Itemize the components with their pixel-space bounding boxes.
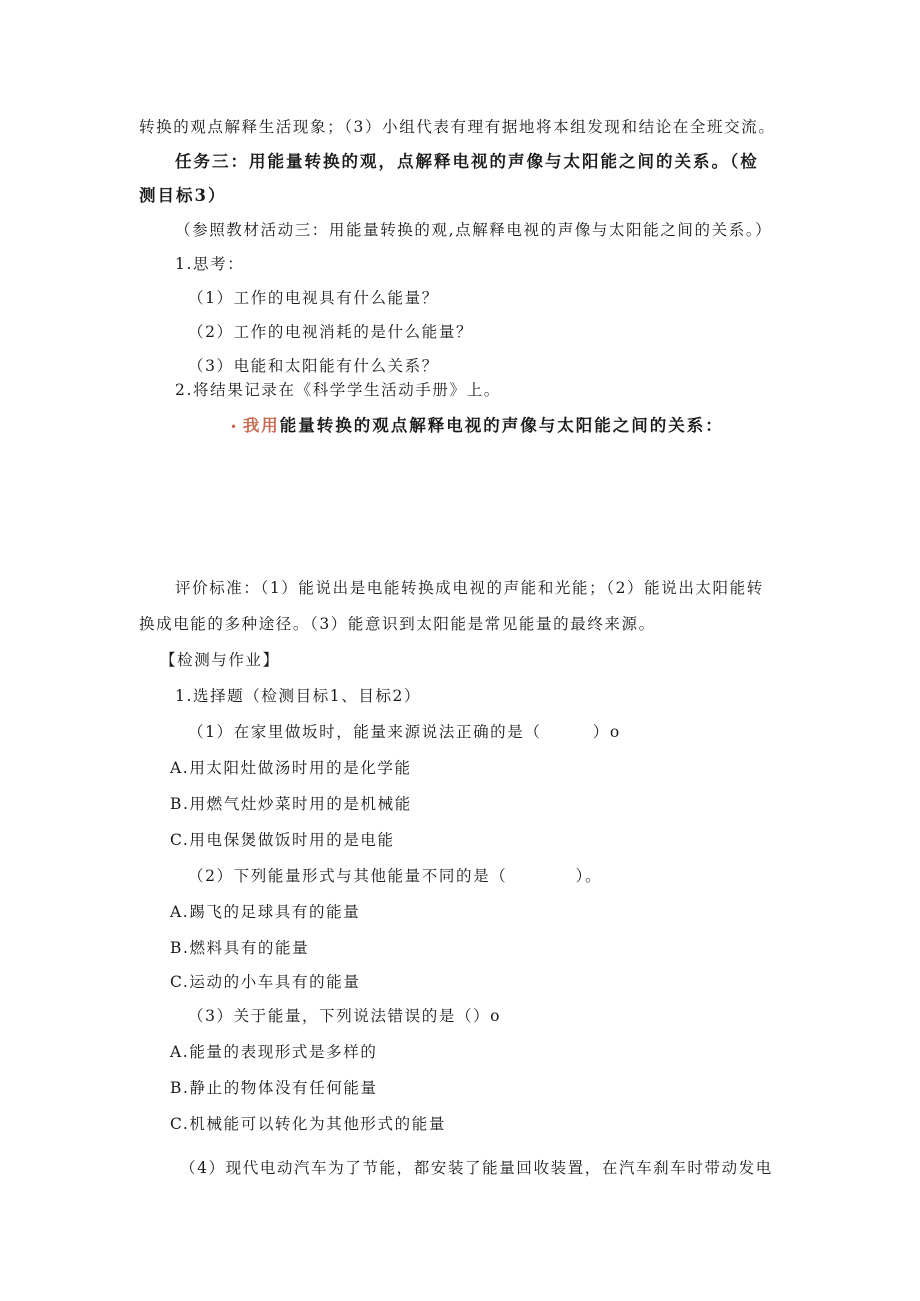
q3-option-b: B.静止的物体没有任何能量	[170, 1079, 378, 1097]
task3-title-line1: 任务三：用能量转换的观，点解释电视的声像与太阳能之间的关系。（检	[175, 152, 759, 171]
q2-option-a: A.踢飞的足球具有的能量	[170, 903, 361, 921]
q2-option-b: B.燃料具有的能量	[170, 939, 310, 957]
q1-option-c: C.用电保煲做饭时用的是电能	[170, 831, 395, 849]
q3-option-a: A.能量的表现形式是多样的	[170, 1043, 378, 1061]
q3-option-c: C.机械能可以转化为其他形式的能量	[170, 1115, 446, 1133]
q1-stem: （1）在家里做坂时，能量来源说法正确的是（ ）o	[188, 723, 621, 741]
q2-option-c: C.运动的小车具有的能量	[170, 973, 361, 991]
answer-me-text: 我用	[242, 416, 280, 435]
task3-reference: （参照教材活动三：用能量转换的观,点解释电视的声像与太阳能之间的关系。）	[175, 221, 773, 239]
q4-stem: （4）现代电动汽车为了节能，都安装了能量回收装置，在汽车刹车时带动发电	[180, 1159, 773, 1177]
q1-option-a: A.用太阳灶做汤时用的是化学能	[170, 759, 412, 777]
think-question-2: （2）工作的电视消耗的是什么能量？	[188, 323, 474, 341]
intro-line: 转换的观点解释生活现象；（3）小组代表有理有据地将本组发现和结论在全班交流。	[139, 118, 776, 136]
think-question-1: （1）工作的电视具有什么能量？	[188, 289, 439, 307]
bullet-dot: •	[230, 420, 239, 434]
evaluation-line2: 换成电能的多种途径。（3）能意识到太阳能是常见能量的最终来源。	[139, 615, 656, 633]
record-instruction: 2.将结果记录在《科学学生活动手册》上。	[175, 381, 501, 399]
q2-stem: （2）下列能量形式与其他能量不同的是（ ）。	[188, 867, 603, 885]
evaluation-line1: 评价标准：（1）能说出是电能转换成电视的声能和光能；（2）能说出太阳能转	[175, 579, 764, 597]
section1-title: 1.选择题（检测目标1、目标2）	[175, 687, 422, 705]
task3-title-line2: 测目标3）	[139, 186, 227, 205]
answer-prompt-text: 能量转换的观点解释电视的声像与太阳能之间的关系：	[279, 416, 724, 435]
think-question-3: （3）电能和太阳能有什么关系？	[188, 357, 439, 375]
homework-heading: 【检测与作业】	[160, 651, 280, 669]
q3-stem: （3）关于能量，下列说法错误的是（）o	[188, 1007, 502, 1025]
think-label: 1.思考：	[175, 255, 245, 273]
q1-option-b: B.用燃气灶炒菜时用的是机械能	[170, 795, 412, 813]
answer-prompt	[230, 415, 724, 438]
